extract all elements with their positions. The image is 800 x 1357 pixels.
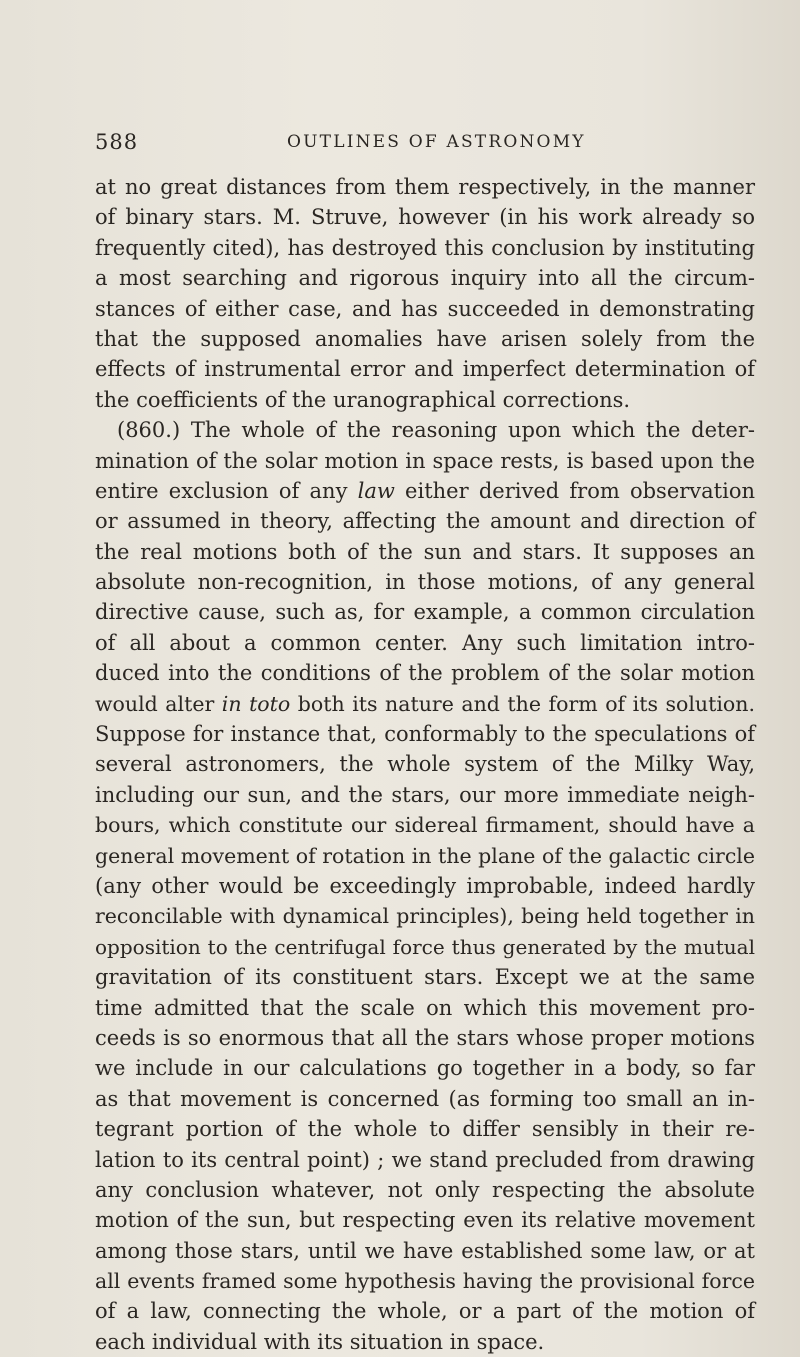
text-line: bours, which constitute our sidereal firmament, should have a	[95, 813, 755, 838]
text-line: or assumed in theory, affecting the amount and direction of	[95, 509, 755, 534]
text-line: tegrant portion of the whole to differ sensibly in their re-	[95, 1117, 755, 1142]
text-line: the coefficients of the uranographical corrections.	[95, 387, 631, 412]
text-line: opposition to the centrifugal force thus generated by the mutual	[95, 934, 755, 959]
text-line: each individual with its situation in space.	[95, 1329, 545, 1354]
text-line: directive cause, such as, for example, a common circulation	[95, 600, 755, 625]
text-line: time admitted that the scale on which this movement pro-	[95, 995, 755, 1020]
text-line: we include in our calculations go together in a body, so far	[95, 1056, 755, 1081]
text-line: of all about a common center. Any such limitation intro-	[95, 630, 755, 655]
text-line: mination of the solar motion in space rests, is based upon the	[95, 448, 755, 473]
text-line: the real motions both of the sun and stars. It supposes an	[95, 539, 755, 564]
text-line: ceeds is so enormous that all the stars whose proper motions	[95, 1025, 755, 1050]
text-line: entire exclusion of any law either derived from observation	[95, 478, 755, 503]
text-line: as that movement is concerned (as forming too small an in-	[95, 1086, 755, 1111]
text-line: would alter in toto both its nature and the form of its solution.	[95, 691, 755, 716]
text-line: of binary stars. M. Struve, however (in his work already so	[95, 205, 755, 230]
text-line: including our sun, and the stars, our more immediate neigh-	[95, 782, 755, 807]
paragraph-start-line: (860.) The whole of the reasoning upon which the deter-	[117, 418, 755, 443]
page-number: 588	[95, 130, 139, 154]
text-line: absolute non-recognition, in those motions, of any general	[95, 570, 755, 595]
text-line: at no great distances from them respectively, in the manner	[95, 175, 755, 199]
text-line: motion of the sun, but respecting even its relative movement	[95, 1208, 755, 1233]
text-line: all events framed some hypothesis having the provisional force	[95, 1269, 755, 1294]
text-line: among those stars, until we have established some law, or at	[95, 1238, 755, 1263]
page-header	[95, 130, 735, 160]
text-line: reconcilable with dynamical principles), being held together in	[95, 904, 755, 929]
body-text	[95, 172, 755, 1357]
text-line: frequently cited), has destroyed this conclusion by instituting	[95, 235, 755, 260]
text-line: of a law, connecting the whole, or a part of the motion of	[95, 1299, 755, 1324]
text-line: Suppose for instance that, conformably to the speculations of	[95, 722, 755, 747]
text-line: effects of instrumental error and imperfect determination of	[95, 357, 755, 382]
text-line: gravitation of its constituent stars. Except we at the same	[95, 965, 755, 990]
running-head: OUTLINES OF ASTRONOMY	[287, 132, 586, 152]
text-line: stances of either case, and has succeeded in demonstrating	[95, 296, 755, 321]
text-line: any conclusion whatever, not only respecting the absolute	[95, 1177, 755, 1202]
text-line: several astronomers, the whole system of the Milky Way,	[95, 752, 755, 777]
text-line: lation to its central point) ; we stand precluded from drawing	[95, 1147, 755, 1172]
text-line: a most searching and rigorous inquiry into all the circum-	[95, 266, 755, 291]
text-line: (any other would be exceedingly improbable, indeed hardly	[95, 873, 755, 898]
text-line: duced into the conditions of the problem of the solar motion	[95, 661, 755, 686]
text-line: that the supposed anomalies have arisen solely from the	[95, 326, 755, 351]
text-line: general movement of rotation in the plane of the galactic circle	[95, 843, 755, 868]
